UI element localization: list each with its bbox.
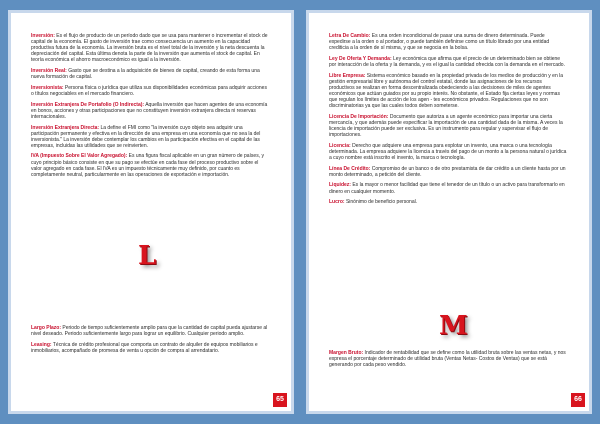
glossary-term: Leasing: xyxy=(31,341,52,348)
glossary-term: Licencia De Importación: xyxy=(329,113,389,120)
glossary-term: Inversión Extranjera De Portafolio (O Indirecta): xyxy=(31,101,145,108)
right-entries-bottom xyxy=(329,350,567,373)
glossary-entry xyxy=(31,125,269,149)
left-page xyxy=(8,10,294,414)
page-number-right: 66 xyxy=(571,393,585,407)
glossary-definition: La define el FMI como "la inversión cuyo objeto sea adquirir una participación permanente y efectiva en la dirección de una empresa en una economía que no sea la del inversionista." La inversión debe contemplar los cambios en la participación efectiva en el capital de las empresas, incluidas las utilidades que se reinvierten. xyxy=(31,124,261,149)
glossary-entry xyxy=(31,342,269,354)
left-entries-bottom xyxy=(31,325,269,359)
glossary-term: Margen Bruto: xyxy=(329,350,364,356)
glossary-term: Inversión Real: xyxy=(31,68,67,75)
glossary-term: Largo Plazo: xyxy=(31,325,62,331)
glossary-term: Inversión Extranjera Directa: xyxy=(31,124,100,131)
glossary-definition: Documento que autoriza a un agente económico para importar una cierta mercancía, y que además puede especificar la importación de una cantidad dada de la misma. A veces la licencia de importación puede ser exclusiva. Es un instrumento para regular y supervisar el flujo de importaciones. xyxy=(329,113,563,139)
glossary-entry xyxy=(329,114,567,138)
glossary-entry xyxy=(31,85,269,97)
right-page xyxy=(306,10,592,414)
glossary-term: Lucro: xyxy=(329,199,345,206)
glossary-term: Inversionista: xyxy=(31,84,64,91)
glossary-entry xyxy=(329,143,567,161)
glossary-definition: Sinónimo de beneficio personal. xyxy=(344,199,418,206)
section-letter-m: M xyxy=(439,311,468,341)
section-letter-l: L xyxy=(138,241,157,271)
glossary-definition: Gasto que se destina a la adquisición de bienes de capital, creando de esta forma una nueva formación de capital. xyxy=(31,68,260,81)
glossary-definition: Indicador de rentabilidad que se define como la utilidad bruta sobre las ventas netas, y nos expresa el porcentaje determinado de utilidad bruta (Ventas Netas- Costos de Ventas) que se está generando por cada peso vendido. xyxy=(329,350,566,369)
page-number-left: 65 xyxy=(273,393,287,407)
glossary-term: Liquidez: xyxy=(329,182,351,189)
glossary-term: Inversión: xyxy=(31,33,55,39)
left-entries-top xyxy=(31,33,269,182)
glossary-entry xyxy=(329,199,567,205)
glossary-entry xyxy=(329,350,567,368)
glossary-entry xyxy=(329,182,567,194)
glossary-entry xyxy=(329,56,567,68)
glossary-entry xyxy=(31,102,269,120)
glossary-term: Letra De Cambio: xyxy=(329,33,371,39)
glossary-definition: Aquella inversión que hacen agentes de una economía en bonos, acciones y otras participaciones que no constituyen inversión extranjera directa ni reservas internacionales. xyxy=(31,101,268,120)
glossary-term: Línea De Crédito: xyxy=(329,165,371,172)
glossary-entry xyxy=(329,73,567,110)
glossary-term: Licencia: xyxy=(329,142,351,149)
glossary-entry xyxy=(329,33,567,51)
glossary-definition: Técnica de crédito profesional que comporta un contrato de alquiler de equipos mobiliarios e inmobiliarios, acompañado de promesa de venta u opción de compra al arrendatario. xyxy=(31,341,258,354)
glossary-term: IVA (Impuesto Sobre El Valor Agregado): xyxy=(31,153,128,160)
glossary-definition: Sistema económico basado en la propiedad privada de los medios de producción y en la gestión empresarial libre y autónoma del control estatal, donde las asignaciones de los recursos productivos se realizan en forma descentralizada obedeciendo a las decisiones de miles de agentes económicos que actúan guiados por su propio interés. No obstante, el Estado fija ciertas leyes y normas que regulan los límites de acción de los agen - tes económicos privados. Regulaciones que no son discriminatorias ya que las cuales todos deben someterse. xyxy=(329,72,564,110)
glossary-entry xyxy=(31,33,269,63)
glossary-definition: Ley económica que afirma que el precio de un determinado bien se obtiene por interacción de la oferta y la demanda, y es el igual la cantidad ofrecida con la demanda en el mercado. xyxy=(329,55,565,68)
glossary-entry xyxy=(31,153,269,177)
right-entries-top xyxy=(329,33,567,210)
glossary-definition: Es una orden incondicional de pasar una suma de dinero determinada. Puede expedirse a la orden o al portador, o puede también definirse como un título librado por una entidad crediticia a la orden de sí misma, y que se negocia en la bolsa. xyxy=(329,33,550,52)
glossary-definition: Persona física o jurídica que utiliza sus disponibilidades económicas para adquirir acciones o títulos negociables en el mercado financiero. xyxy=(31,84,267,97)
glossary-entry xyxy=(329,166,567,178)
glossary-term: Ley De Oferta Y Demanda: xyxy=(329,55,392,62)
glossary-entry xyxy=(31,325,269,337)
glossary-definition: Es una figura fiscal aplicable en un gran número de países, y cuyo principio básico consiste en que su pago se efectúe en cada fase del proceso productivo sobre el valor agregado en cada fase. El IVA es un impuesto técnicamente muy definido, por cuanto es completamente neutral, particularmente en las operaciones de exportación e importación. xyxy=(31,153,264,178)
glossary-term: Libre Empresa: xyxy=(329,72,366,79)
glossary-definition: Es la mayor o menor facilidad que tiene el tenedor de un título o un activo para transformarlo en dinero en cualquier momento. xyxy=(329,182,565,195)
glossary-definition: Derecho que adquiere una empresa para explotar un invento, una marca o una tecnología determinada. La empresa adquiere la licencia a través del pago de un monto a la persona natural o jurídica a cuyo nombre está inscrito el invento, la marca o tecnología. xyxy=(329,142,567,161)
glossary-entry xyxy=(31,68,269,80)
glossary-definition: Es el flujo de producto de un período dado que se usa para mantener o incrementar el stock de capital de la economía. El gasto de inversión trae como consecuencia un aumento en la capacidad productiva futura de la economía. La inversión bruta es el nivel total de la inversión y la neta descuenta la depreciación del capital. Esta última denota la parte de la inversión que aumenta el stock de capital. En teoría económica el ahorro macroeconómico es igual a la inversión. xyxy=(31,33,268,64)
glossary-definition: Periodo de tiempo suficientemente amplio para que la cantidad de capital pueda ajustarse al nivel deseado. Periodo suficientemente largo para lograr un equilibrio. Cualquier periodo amplio. xyxy=(31,325,268,338)
glossary-definition: Compromiso de un banco o de otro prestamista de dar crédito a un cliente hasta por un monto determinado, a petición del cliente. xyxy=(329,165,566,178)
